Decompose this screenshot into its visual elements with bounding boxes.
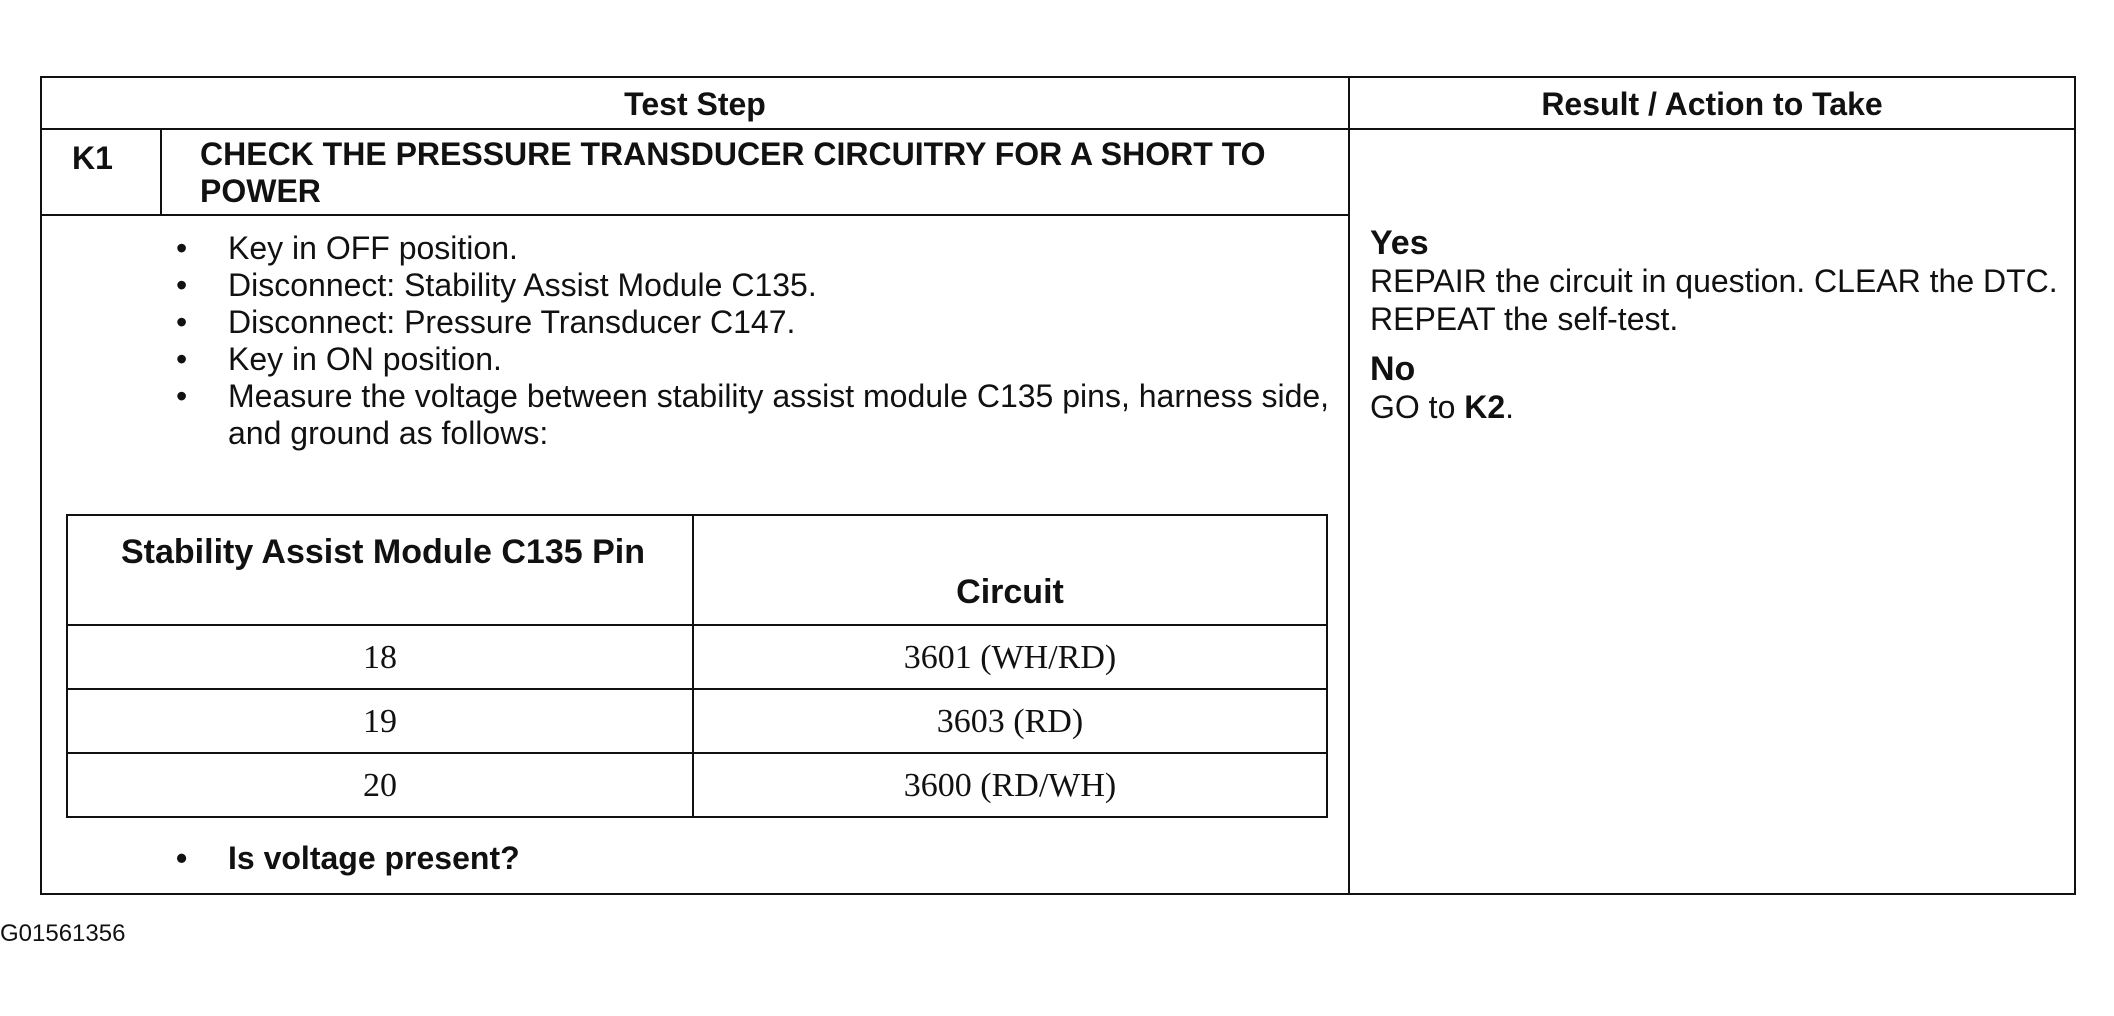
- instruction-item: • Key in ON position.: [172, 341, 1372, 378]
- no-label: No: [1370, 350, 1416, 388]
- instruction-item: • Key in OFF position.: [172, 230, 1372, 267]
- pin-cell: 20: [363, 767, 397, 804]
- pin-circuit-table: [66, 514, 1328, 818]
- circuit-cell: 3600 (RD/WH): [903, 767, 1117, 804]
- pin-cell: 19: [363, 703, 397, 740]
- no-action-step-ref: K2: [1464, 389, 1506, 425]
- circuit-column-header: Circuit: [956, 573, 1064, 611]
- pin-cell: 18: [363, 639, 397, 676]
- step-id: K1: [72, 140, 113, 176]
- header-result-action: Result / Action to Take: [1541, 85, 1883, 122]
- instruction-item: • Measure the voltage between stability assist module C135 pins, harness side, and ground as follows:: [172, 378, 1372, 452]
- step-title: CHECK THE PRESSURE TRANSDUCER CIRCUITRY FOR A SHORT TO POWER: [200, 136, 1266, 209]
- column-divider: [1348, 78, 1350, 893]
- yes-label: Yes: [1370, 224, 1429, 262]
- voltage-question: • Is voltage present?: [172, 840, 520, 877]
- no-action-prefix: GO to: [1370, 389, 1465, 425]
- instruction-item: • Disconnect: Pressure Transducer C147.: [172, 304, 1372, 341]
- test-step-table: [40, 76, 2076, 895]
- circuit-cell: 3601 (WH/RD): [903, 639, 1117, 676]
- step-id-divider: [160, 128, 162, 216]
- yes-action: REPAIR the circuit in question. CLEAR the DTC. REPEAT the self-test.: [1370, 263, 2058, 337]
- figure-id: G01561356: [0, 920, 126, 947]
- no-action: [1370, 388, 2070, 426]
- no-action-suffix: .: [1505, 389, 1515, 425]
- header-test-step: Test Step: [624, 85, 766, 122]
- title-divider: [42, 214, 1348, 216]
- instruction-list: [172, 230, 1372, 452]
- result-panel: [1370, 224, 2070, 426]
- pin-column-header: Stability Assist Module C135 Pin: [121, 533, 645, 571]
- instruction-item: • Disconnect: Stability Assist Module C135.: [172, 267, 1372, 304]
- circuit-cell: 3603 (RD): [936, 703, 1084, 740]
